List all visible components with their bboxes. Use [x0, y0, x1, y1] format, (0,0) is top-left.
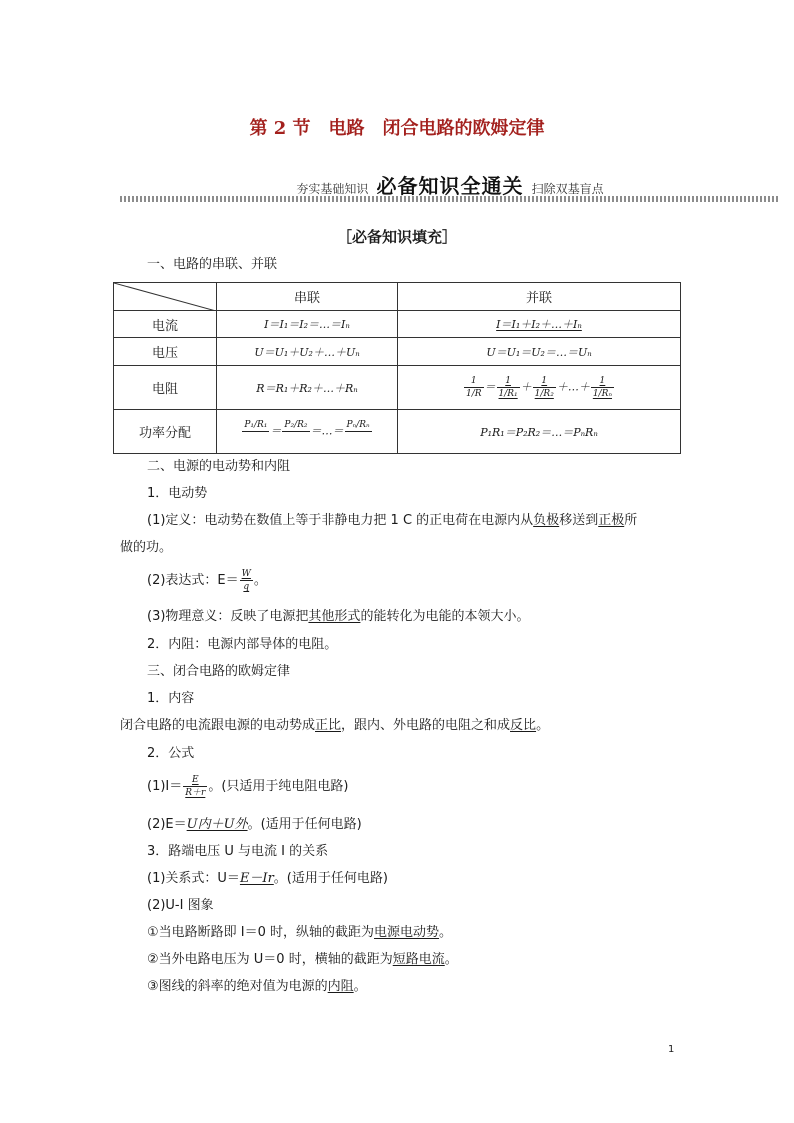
answer-blank: 正极: [598, 513, 625, 528]
cell-parallel-resistance: $\frac{1}{1/R}$ ＝ $\frac{1}{\text{1/R₁}}$ ＋ $\frac{1}{\text{1/R₂}}$ ＋…＋ $\frac{1}{\text{1/Rₙ}}$: [398, 366, 681, 410]
answer-blank: 其他形式: [308, 609, 361, 624]
emf-expression: (2)表达式：E＝ $\frac{W}{q}$ 。: [147, 569, 267, 592]
part3-s1: 1．内容: [147, 691, 195, 706]
internal-resistance: 2．内阻：电源内部导体的电阻。: [147, 637, 338, 652]
table-row: [114, 338, 681, 366]
answer-blank: 负极: [533, 513, 560, 528]
ohm-law-content: 闭合电路的电流跟电源的电动势成正比，跟内、外电路的电阻之和成反比。: [120, 718, 550, 733]
fraction: $\frac{1}{\text{1/R₂}}$: [534, 376, 554, 399]
fraction: Pₙ/Rₙ: [346, 420, 370, 430]
answer-blank: 反比: [510, 718, 537, 733]
header-series: 串联: [217, 283, 398, 311]
part2-s1: 1．电动势: [147, 486, 208, 501]
series-parallel-table: [113, 282, 681, 454]
formula-2: (2)E＝U内＋U外。(适用于任何电路): [147, 817, 362, 832]
part3-heading: 三、闭合电路的欧姆定律: [147, 664, 291, 679]
emf-meaning: (3)物理意义：反映了电源把其他形式的能转化为电能的本领大小。: [147, 609, 530, 624]
graph-point-3: ③图线的斜率的绝对值为电源的内阻。: [147, 979, 367, 994]
table-row: [114, 311, 681, 338]
answer-blank: 内阻: [327, 979, 354, 994]
emf-definition: (1)定义：电动势在数值上等于非静电力把 1 C 的正电荷在电源内从负极移送到正极所: [147, 513, 638, 528]
fraction: P₁/R₁: [244, 420, 268, 430]
fraction: P₂/R₂: [284, 420, 308, 430]
relation-formula: (1)关系式：U＝E－Ir。(适用于任何电路): [147, 871, 388, 886]
section-heading: ［必备知识填充］: [336, 228, 457, 246]
fraction: $\frac{1}{1/R}$: [465, 376, 482, 399]
part2-heading: 二、电源的电动势和内阻: [147, 459, 291, 474]
graph-point-2: ②当外电路电压为 U＝0 时，横轴的截距为短路电流。: [147, 952, 458, 967]
cell-series-resistance: R＝R₁＋R₂＋…＋Rₙ: [217, 366, 398, 410]
answer-blank: 正比: [315, 718, 342, 733]
formula-1: (1)I＝ $\frac{E}{R+r}$ 。(只适用于纯电阻电路): [147, 775, 349, 798]
part1-heading: 一、电路的串联、并联: [147, 257, 278, 272]
table-corner-cell: [114, 283, 217, 311]
fraction: $\frac{E}{R+r}$: [185, 775, 206, 798]
page-title: 第 2 节 电路 闭合电路的欧姆定律: [249, 118, 545, 139]
page-number: 1: [668, 1044, 675, 1055]
answer-blank: U内＋U外: [186, 817, 248, 832]
answer-blank: 短路电流: [392, 952, 445, 967]
table-row: [114, 366, 681, 410]
table-header-row: [114, 283, 681, 311]
cell-parallel-current: I＝I₁＋I₂＋…＋Iₙ: [398, 311, 681, 338]
graph-point-1: ①当电路断路即 I＝0 时，纵轴的截距为电源电动势。: [147, 925, 453, 940]
part3-s2: 2．公式: [147, 746, 195, 761]
table-row: [114, 410, 681, 454]
cell-series-power: P₁/R₁ ＝ P₂/R₂ ＝…＝ Pₙ/Rₙ: [217, 410, 398, 454]
fraction: $\frac{1}{\text{1/R₁}}$: [498, 376, 518, 399]
part3-s3: 3．路端电压 U 与电流 I 的关系: [147, 844, 329, 859]
row-label: 功率分配: [114, 410, 217, 454]
banner-right: 扫除双基盲点: [531, 182, 604, 196]
emf-definition-cont: 做的功。: [120, 540, 173, 555]
header-parallel: 并联: [398, 283, 681, 311]
cell-series-voltage: U＝U₁＋U₂＋…＋Uₙ: [217, 338, 398, 366]
diagonal-line: [114, 283, 216, 311]
banner-left: 夯实基础知识: [296, 182, 369, 196]
answer-blank: E－Ir: [239, 871, 274, 886]
ui-graph-heading: (2)U-I 图象: [147, 898, 214, 913]
fraction: $\frac{W}{q}$: [241, 569, 251, 592]
row-label: 电压: [114, 338, 217, 366]
fraction: $\frac{1}{\text{1/Rₙ}}$: [592, 376, 613, 399]
section-banner: [120, 170, 780, 204]
row-label: 电阻: [114, 366, 217, 410]
answer-blank: 电源电动势: [374, 925, 440, 940]
cell-series-current: I＝I₁＝I₂＝…＝Iₙ: [217, 311, 398, 338]
banner-center: 必备知识全通关: [376, 174, 524, 198]
cell-parallel-voltage: U＝U₁＝U₂＝…＝Uₙ: [398, 338, 681, 366]
row-label: 电流: [114, 311, 217, 338]
cell-parallel-power: P₁R₁＝P₂R₂＝…＝PₙRₙ: [398, 410, 681, 454]
